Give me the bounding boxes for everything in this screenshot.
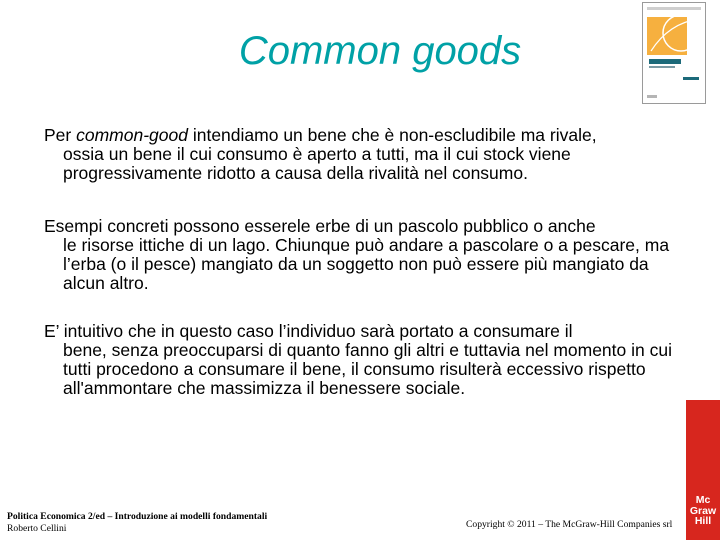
paragraph-first-line: E’ intuitivo che in questo caso l’individuo sarà portato a consumare il [44,321,573,341]
logo-line-2: Graw [689,504,717,517]
paragraph-first-line: intendiamo un bene che è non-escludibile ma rivale, [187,125,597,145]
footer-author: Roberto Cellini [7,522,67,534]
paragraph-continuation: bene, senza preoccuparsi di quanto fanno gli altri e tuttavia nel momento in cui tutti procedono a consumare il bene, il consumo risulterà eccessivo rispetto all'ammontare che massimizza il benessere sociale. [63,340,672,398]
term-common-good: common-good [76,125,188,145]
paragraph-definition [44,126,684,183]
logo-line-3: Hill [694,515,712,527]
footer-copyright: Copyright © 2011 – The McGraw-Hill Companies srl [466,519,673,530]
paragraph-prefix: Per [44,125,77,145]
publisher-logo [686,400,720,540]
paragraph-continuation: le risorse ittiche di un lago. Chiunque può andare a pascolare o a pescare, ma l’erba (o il pesce) mangiato da un soggetto non può essere più mangiato da alcun altro. [63,235,670,293]
slide-title: Common goods [238,29,522,73]
paragraph-first-line: Esempi concreti possono esserele erbe di un pascolo pubblico o anche [44,216,596,236]
paragraph-examples [44,217,684,293]
book-cover-image [642,2,706,104]
paragraph-consequence [44,322,684,398]
footer-book-info [7,511,267,534]
logo-line-1: Mc [695,494,711,506]
paragraph-continuation: ossia un bene il cui consumo è aperto a tutti, ma il cui stock viene progressivamente ridotto a causa della rivalità nel consumo. [63,144,571,183]
footer-book-title: Politica Economica 2/ed – Introduzione ai modelli fondamentali [7,511,268,522]
